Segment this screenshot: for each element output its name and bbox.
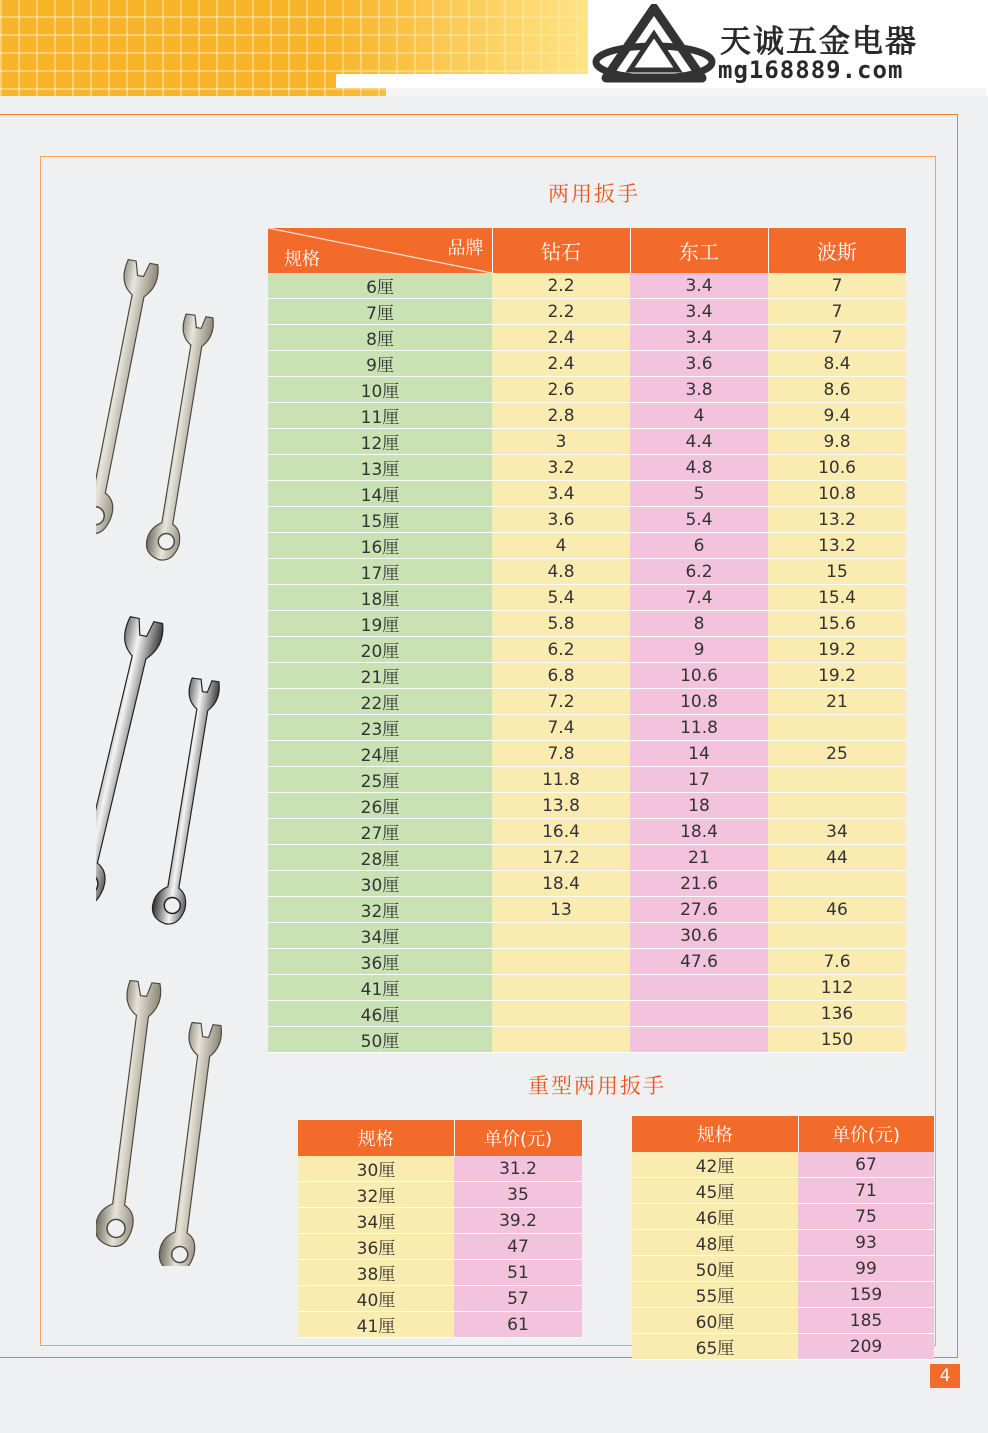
price-cell-zuanshi: 11.8 xyxy=(492,767,630,793)
corner-header xyxy=(268,228,492,273)
spec-cell: 18厘 xyxy=(268,585,492,611)
table-row xyxy=(298,1182,582,1208)
price-cell-donggong: 10.8 xyxy=(630,689,768,715)
price-cell-zuanshi: 4.8 xyxy=(492,559,630,585)
heavy-left-price-header: 单价(元) xyxy=(454,1120,582,1156)
price-cell-donggong: 4.8 xyxy=(630,455,768,481)
table-row xyxy=(268,689,906,715)
price-cell-zuanshi: 13 xyxy=(492,897,630,923)
brand-header-zuanshi: 钻石 xyxy=(492,228,630,273)
table-row xyxy=(632,1178,934,1204)
price-cell-donggong: 10.6 xyxy=(630,663,768,689)
price-cell-bosi: 10.6 xyxy=(768,455,906,481)
table-row xyxy=(268,949,906,975)
price-cell-zuanshi: 2.6 xyxy=(492,377,630,403)
spec-cell: 30厘 xyxy=(298,1156,454,1182)
price-cell: 159 xyxy=(798,1282,934,1308)
price-cell-zuanshi: 7.8 xyxy=(492,741,630,767)
table-row xyxy=(268,975,906,1001)
price-cell-bosi: 15.6 xyxy=(768,611,906,637)
price-cell-donggong: 7.4 xyxy=(630,585,768,611)
table-row xyxy=(268,845,906,871)
table-row xyxy=(632,1334,934,1360)
table-row xyxy=(268,819,906,845)
price-cell-bosi: 19.2 xyxy=(768,663,906,689)
price-cell-donggong: 4 xyxy=(630,403,768,429)
spec-cell: 8厘 xyxy=(268,325,492,351)
price-cell-bosi: 44 xyxy=(768,845,906,871)
spec-cell: 28厘 xyxy=(268,845,492,871)
price-cell: 61 xyxy=(454,1312,582,1338)
spec-cell: 36厘 xyxy=(268,949,492,975)
price-cell-bosi: 21 xyxy=(768,689,906,715)
price-cell-zuanshi: 2.2 xyxy=(492,299,630,325)
price-cell-bosi: 7 xyxy=(768,325,906,351)
page-number: 4 xyxy=(930,1364,960,1388)
price-cell-donggong: 8 xyxy=(630,611,768,637)
table-row xyxy=(632,1230,934,1256)
price-cell-donggong: 30.6 xyxy=(630,923,768,949)
spec-cell: 30厘 xyxy=(268,871,492,897)
table-row xyxy=(298,1260,582,1286)
price-cell-bosi: 46 xyxy=(768,897,906,923)
price-cell-zuanshi xyxy=(492,923,630,949)
table-row xyxy=(632,1256,934,1282)
table-row xyxy=(632,1308,934,1334)
spec-cell: 23厘 xyxy=(268,715,492,741)
heavy-price-table-right xyxy=(632,1116,935,1360)
spec-cell: 40厘 xyxy=(298,1286,454,1312)
price-cell-bosi: 13.2 xyxy=(768,533,906,559)
price-cell-donggong: 5.4 xyxy=(630,507,768,533)
corner-brand-label: 品牌 xyxy=(447,238,484,259)
price-cell-zuanshi: 16.4 xyxy=(492,819,630,845)
table-row xyxy=(268,1027,906,1053)
price-cell: 67 xyxy=(798,1152,934,1178)
header-strip xyxy=(336,74,588,88)
price-cell: 93 xyxy=(798,1230,934,1256)
price-table-header xyxy=(268,228,906,273)
price-cell-zuanshi xyxy=(492,1001,630,1027)
table-row xyxy=(298,1156,582,1182)
spec-cell: 34厘 xyxy=(268,923,492,949)
price-cell-bosi: 15.4 xyxy=(768,585,906,611)
price-cell-donggong: 27.6 xyxy=(630,897,768,923)
price-cell-zuanshi xyxy=(492,975,630,1001)
price-cell-bosi: 13.2 xyxy=(768,507,906,533)
price-cell-donggong: 21 xyxy=(630,845,768,871)
price-cell-donggong: 14 xyxy=(630,741,768,767)
table-row xyxy=(632,1282,934,1308)
brand-name: 天诚五金电器 xyxy=(720,24,918,60)
price-cell-zuanshi: 4 xyxy=(492,533,630,559)
table-row xyxy=(268,611,906,637)
table-row xyxy=(298,1312,582,1338)
brand-logo-icon xyxy=(592,4,716,86)
spec-cell: 17厘 xyxy=(268,559,492,585)
spec-cell: 32厘 xyxy=(298,1182,454,1208)
spec-cell: 21厘 xyxy=(268,663,492,689)
price-cell-zuanshi xyxy=(492,1027,630,1053)
spec-cell: 24厘 xyxy=(268,741,492,767)
spec-cell: 55厘 xyxy=(632,1282,798,1308)
price-cell-bosi: 112 xyxy=(768,975,906,1001)
price-cell-bosi xyxy=(768,923,906,949)
price-cell-donggong xyxy=(630,1001,768,1027)
price-cell-bosi xyxy=(768,767,906,793)
price-cell-donggong: 18 xyxy=(630,793,768,819)
spec-cell: 48厘 xyxy=(632,1230,798,1256)
brand-header-donggong: 东工 xyxy=(630,228,768,273)
table-row xyxy=(298,1234,582,1260)
price-cell-donggong: 6.2 xyxy=(630,559,768,585)
table-row xyxy=(268,559,906,585)
price-cell-bosi xyxy=(768,793,906,819)
spec-cell: 32厘 xyxy=(268,897,492,923)
price-cell-zuanshi: 3.6 xyxy=(492,507,630,533)
wrench-pair-1-icon xyxy=(96,252,236,572)
wrench-pair-3-icon xyxy=(96,976,236,1266)
spec-cell: 13厘 xyxy=(268,455,492,481)
price-cell-zuanshi: 5.4 xyxy=(492,585,630,611)
spec-cell: 41厘 xyxy=(298,1312,454,1338)
price-cell: 39.2 xyxy=(454,1208,582,1234)
price-cell-donggong: 18.4 xyxy=(630,819,768,845)
spec-cell: 42厘 xyxy=(632,1152,798,1178)
price-cell-zuanshi: 5.8 xyxy=(492,611,630,637)
table-row xyxy=(268,351,906,377)
price-cell-bosi: 34 xyxy=(768,819,906,845)
price-cell-donggong: 3.6 xyxy=(630,351,768,377)
price-cell-donggong xyxy=(630,1027,768,1053)
brand-header-bosi: 波斯 xyxy=(768,228,906,273)
page-header xyxy=(0,0,988,96)
table-row xyxy=(632,1152,934,1178)
spec-cell: 45厘 xyxy=(632,1178,798,1204)
table-row xyxy=(268,299,906,325)
table-row xyxy=(298,1286,582,1312)
spec-cell: 26厘 xyxy=(268,793,492,819)
price-cell: 185 xyxy=(798,1308,934,1334)
price-cell-bosi: 19.2 xyxy=(768,637,906,663)
price-cell-bosi: 10.8 xyxy=(768,481,906,507)
spec-cell: 50厘 xyxy=(268,1027,492,1053)
price-cell-donggong xyxy=(630,975,768,1001)
price-cell-zuanshi: 3.2 xyxy=(492,455,630,481)
brand-website: mg168889.com xyxy=(718,56,904,84)
price-cell-bosi: 9.4 xyxy=(768,403,906,429)
price-table xyxy=(268,228,907,1053)
price-cell-bosi xyxy=(768,871,906,897)
price-cell-bosi: 7 xyxy=(768,299,906,325)
price-cell-zuanshi: 2.4 xyxy=(492,351,630,377)
table-row xyxy=(268,403,906,429)
spec-cell: 27厘 xyxy=(268,819,492,845)
price-cell-donggong: 47.6 xyxy=(630,949,768,975)
heavy-section-title: 重型两用扳手 xyxy=(528,1074,666,1098)
table-row xyxy=(268,793,906,819)
price-cell: 57 xyxy=(454,1286,582,1312)
table-row xyxy=(268,663,906,689)
corner-spec-label: 规格 xyxy=(284,249,320,270)
spec-cell: 11厘 xyxy=(268,403,492,429)
price-cell-donggong: 5 xyxy=(630,481,768,507)
price-cell-donggong: 3.4 xyxy=(630,273,768,299)
price-cell: 71 xyxy=(798,1178,934,1204)
price-cell: 51 xyxy=(454,1260,582,1286)
price-cell-zuanshi: 2.8 xyxy=(492,403,630,429)
price-cell-zuanshi: 7.2 xyxy=(492,689,630,715)
price-cell: 47 xyxy=(454,1234,582,1260)
price-cell-bosi: 7.6 xyxy=(768,949,906,975)
spec-cell: 65厘 xyxy=(632,1334,798,1360)
price-cell-zuanshi: 3.4 xyxy=(492,481,630,507)
spec-cell: 25厘 xyxy=(268,767,492,793)
price-cell-donggong: 3.4 xyxy=(630,325,768,351)
table-row xyxy=(268,715,906,741)
price-cell-bosi: 8.6 xyxy=(768,377,906,403)
table-row xyxy=(268,455,906,481)
spec-cell: 22厘 xyxy=(268,689,492,715)
table-row xyxy=(268,767,906,793)
price-cell: 209 xyxy=(798,1334,934,1360)
spec-cell: 12厘 xyxy=(268,429,492,455)
price-cell-bosi: 136 xyxy=(768,1001,906,1027)
table-row xyxy=(268,585,906,611)
spec-cell: 15厘 xyxy=(268,507,492,533)
spec-cell: 46厘 xyxy=(268,1001,492,1027)
price-cell: 31.2 xyxy=(454,1156,582,1182)
spec-cell: 36厘 xyxy=(298,1234,454,1260)
heavy-right-spec-header: 规格 xyxy=(632,1116,798,1152)
spec-cell: 7厘 xyxy=(268,299,492,325)
price-cell-donggong: 3.8 xyxy=(630,377,768,403)
price-cell-zuanshi: 3 xyxy=(492,429,630,455)
price-cell-zuanshi: 2.4 xyxy=(492,325,630,351)
spec-cell: 41厘 xyxy=(268,975,492,1001)
price-cell-donggong: 11.8 xyxy=(630,715,768,741)
table-row xyxy=(298,1208,582,1234)
price-cell: 75 xyxy=(798,1204,934,1230)
price-cell-bosi: 15 xyxy=(768,559,906,585)
price-cell-zuanshi: 2.2 xyxy=(492,273,630,299)
table-row xyxy=(268,871,906,897)
main-section-title: 两用扳手 xyxy=(548,182,640,206)
spec-cell: 34厘 xyxy=(298,1208,454,1234)
table-row xyxy=(268,741,906,767)
table-row xyxy=(268,273,906,299)
spec-cell: 50厘 xyxy=(632,1256,798,1282)
heavy-right-price-header: 单价(元) xyxy=(798,1116,934,1152)
spec-cell: 6厘 xyxy=(268,273,492,299)
spec-cell: 60厘 xyxy=(632,1308,798,1334)
spec-cell: 20厘 xyxy=(268,637,492,663)
price-cell-donggong: 9 xyxy=(630,637,768,663)
price-cell-bosi: 25 xyxy=(768,741,906,767)
price-cell-zuanshi: 13.8 xyxy=(492,793,630,819)
price-cell: 35 xyxy=(454,1182,582,1208)
price-cell-bosi: 150 xyxy=(768,1027,906,1053)
table-row xyxy=(268,377,906,403)
spec-cell: 14厘 xyxy=(268,481,492,507)
table-row xyxy=(268,897,906,923)
price-cell-zuanshi: 6.8 xyxy=(492,663,630,689)
price-cell-bosi xyxy=(768,715,906,741)
heavy-right-header xyxy=(632,1116,934,1152)
table-row xyxy=(268,923,906,949)
price-cell-bosi: 7 xyxy=(768,273,906,299)
heavy-left-spec-header: 规格 xyxy=(298,1120,454,1156)
spec-cell: 19厘 xyxy=(268,611,492,637)
price-cell-donggong: 21.6 xyxy=(630,871,768,897)
price-cell: 99 xyxy=(798,1256,934,1282)
table-row xyxy=(268,481,906,507)
price-cell-zuanshi: 17.2 xyxy=(492,845,630,871)
spec-cell: 9厘 xyxy=(268,351,492,377)
price-cell-zuanshi: 7.4 xyxy=(492,715,630,741)
price-cell-zuanshi: 18.4 xyxy=(492,871,630,897)
price-cell-donggong: 3.4 xyxy=(630,299,768,325)
table-row xyxy=(632,1204,934,1230)
table-row xyxy=(268,325,906,351)
spec-cell: 10厘 xyxy=(268,377,492,403)
price-cell-donggong: 4.4 xyxy=(630,429,768,455)
price-cell-bosi: 9.8 xyxy=(768,429,906,455)
price-cell-donggong: 17 xyxy=(630,767,768,793)
spec-cell: 16厘 xyxy=(268,533,492,559)
table-row xyxy=(268,1001,906,1027)
heavy-left-header xyxy=(298,1120,582,1156)
table-row xyxy=(268,507,906,533)
table-row xyxy=(268,429,906,455)
header-strip-bottom xyxy=(386,88,986,96)
table-row xyxy=(268,637,906,663)
spec-cell: 38厘 xyxy=(298,1260,454,1286)
table-row xyxy=(268,533,906,559)
price-cell-bosi: 8.4 xyxy=(768,351,906,377)
price-cell-zuanshi xyxy=(492,949,630,975)
price-cell-donggong: 6 xyxy=(630,533,768,559)
wrench-pair-2-icon xyxy=(96,612,236,932)
heavy-price-table-left xyxy=(298,1120,583,1338)
price-cell-zuanshi: 6.2 xyxy=(492,637,630,663)
spec-cell: 46厘 xyxy=(632,1204,798,1230)
